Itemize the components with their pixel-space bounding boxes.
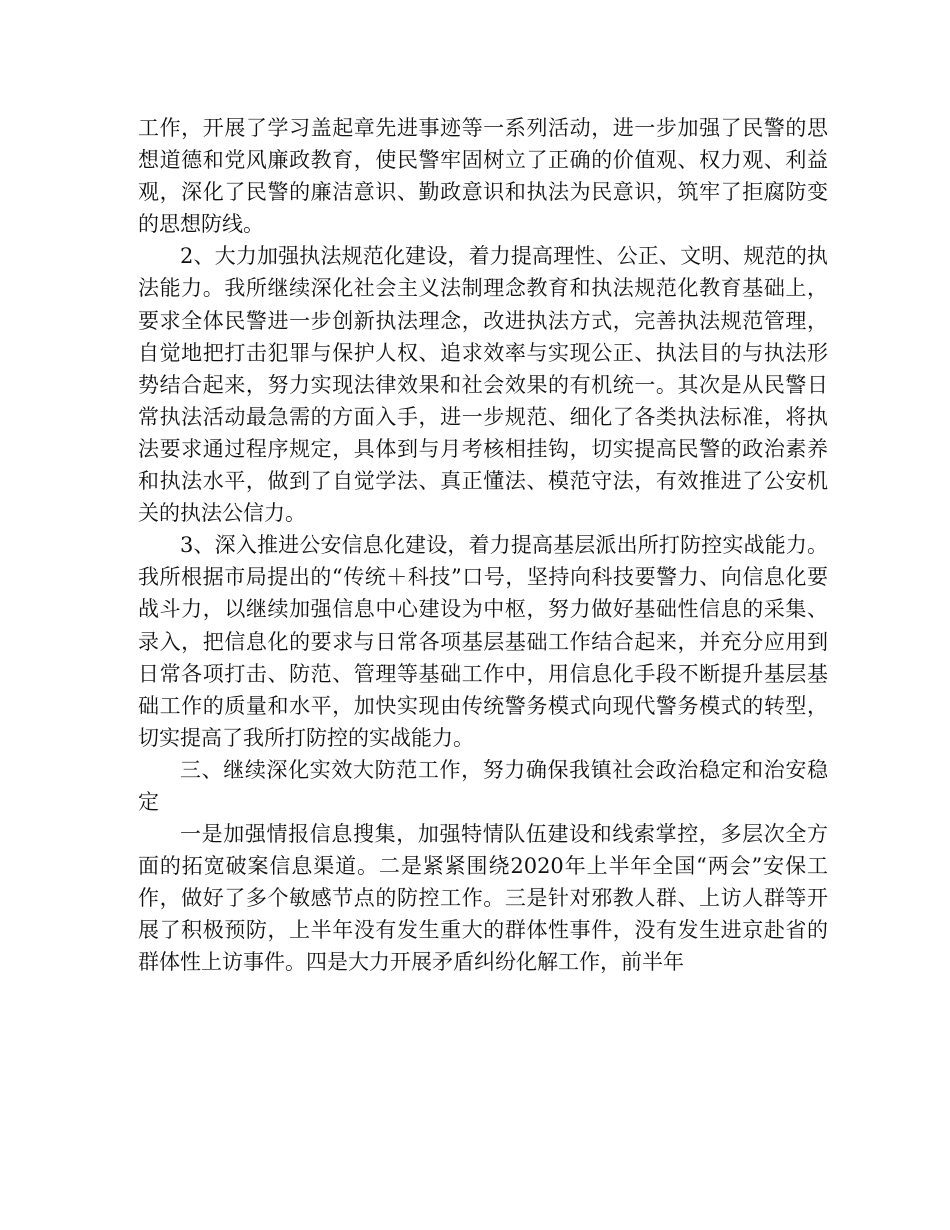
- section-heading-3: 三、继续深化实效大防范工作，努力确保我镇社会政治稳定和治安稳定: [138, 757, 828, 814]
- paragraph-item-2: 2、大力加强执法规范化建设，着力提高理性、公正、文明、规范的执法能力。我所继续深化社会主义法制理念教育和执法规范化教育基础上，要求全体民警进一步创新执法理念，改进执法方式，完善执法规范管理，自觉地把打击犯罪与保护人权、追求效率与实现公正、执法目的与执法形势结合起来，努力实现法律效果和社会效果的有机统一。其次是从民警日常执法活动最急需的方面入手，进一步规范、细化了各类执法标准，将执法要求通过程序规定，具体到与月考核相挂钩，切实提高民警的政治素养和执法水平，做到了自觉学法、真正懂法、模范守法，有效推进了公安机关的执法公信力。: [138, 244, 828, 526]
- paragraph-section-body: 一是加强情报信息搜集，加强特情队伍建设和线索掌控，多层次全方面的拓宽破案信息渠道。二是紧紧围绕2020年上半年全国“两会”安保工作，做好了多个敏感节点的防控工作。三是针对邪教人群、上访人群等开展了积极预防，上半年没有发生重大的群体性事件，没有发生进京赴省的群体性上访事件。四是大力开展矛盾纠纷化解工作，前半年: [138, 822, 828, 975]
- paragraph-continuation: 工作，开展了学习盖起章先进事迹等一系列活动，进一步加强了民警的思想道德和党风廉政教育，使民警牢固树立了正确的价值观、权力观、利益观，深化了民警的廉洁意识、勤政意识和执法为民意识，筑牢了拒腐防变的思想防线。: [138, 116, 828, 237]
- document-page: [138, 112, 828, 979]
- paragraph-item-3: 3、深入推进公安信息化建设，着力提高基层派出所打防控实战能力。我所根据市局提出的“传统＋科技”口号，坚持向科技要警力、向信息化要战斗力，以继续加强信息中心建设为中枢，努力做好基础性信息的采集、录入，把信息化的要求与日常各项基层基础工作结合起来，并充分应用到日常各项打击、防范、管理等基础工作中，用信息化手段不断提升基层基础工作的质量和水平，加快实现由传统警务模式向现代警务模式的转型，切实提高了我所打防控的实战能力。: [138, 533, 828, 750]
